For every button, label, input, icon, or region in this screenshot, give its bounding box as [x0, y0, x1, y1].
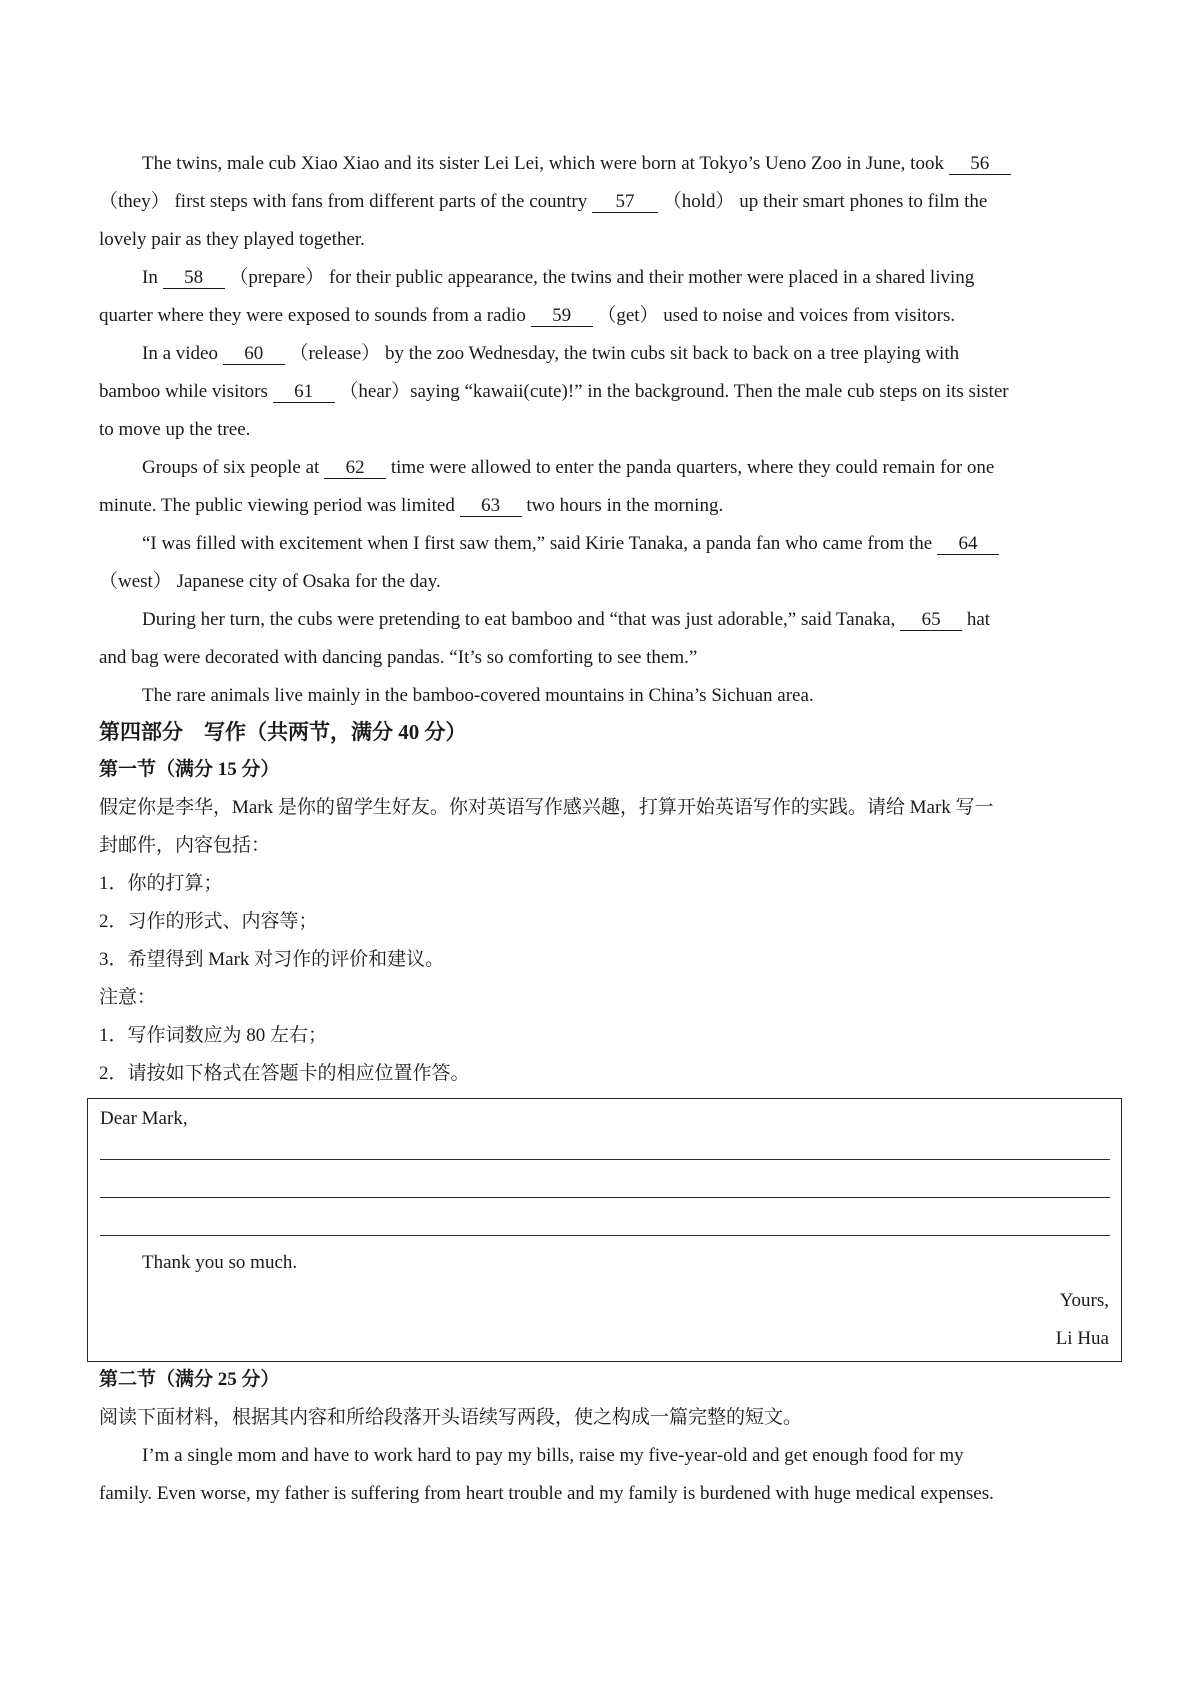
p5-line1: “I was filled with excitement when I first saw them,” said Kirie Tanaka, a panda fan who came from the 64: [142, 532, 999, 556]
blank-64[interactable]: 64: [937, 534, 999, 555]
p3-line3: to move up the tree.: [99, 419, 251, 440]
p2-line2: quarter where they were exposed to sounds from a radio 59 （get） used to noise and voices from visitors.: [99, 305, 956, 326]
section1-item-1: 1．你的打算；: [99, 873, 223, 894]
note-2: 2．请按如下格式在答题卡的相应位置作答。: [99, 1063, 470, 1084]
p6-line1: During her turn, the cubs were pretending to eat bamboo and “that was just adorable,” said Tanaka, 65 hat: [142, 609, 991, 630]
blank-58[interactable]: 58: [163, 268, 225, 289]
p1-line2: （they） first steps with fans from different parts of the country 57 （hold） up their smart phones to film the: [99, 191, 988, 212]
letter-signature: Li Hua: [1055, 1328, 1109, 1349]
blank-56[interactable]: 56: [949, 154, 1011, 175]
p7-line1: The rare animals live mainly in the bamboo-covered mountains in China’s Sichuan area.: [142, 685, 814, 706]
section2-text-line1: I’m a single mom and have to work hard to pay my bills, raise my five-year-old and get enough food for my: [142, 1445, 964, 1466]
section1-prompt-line2: 封邮件，内容包括：: [99, 835, 271, 856]
blank-60[interactable]: 60: [223, 344, 285, 365]
p3-line1: In a video 60 （release） by the zoo Wednesday, the twin cubs sit back to back on a tree playing with: [142, 343, 960, 364]
letter-thanks: Thank you so much.: [142, 1252, 298, 1273]
p2-line1: In 58 （prepare） for their public appearance, the twins and their mother were placed in a shared living: [142, 267, 975, 288]
writing-line-3[interactable]: [100, 1235, 1110, 1236]
p1-line1: The twins, male cub Xiao Xiao and its sister Lei Lei, which were born at Tokyo’s Ueno Zoo in June, took 56: [142, 152, 1011, 176]
letter-answer-box: [87, 1098, 1122, 1362]
section2-text-line2: family. Even worse, my father is suffering from heart trouble and my family is burdened with huge medical expenses.: [99, 1483, 994, 1504]
section1-item-3: 3．希望得到 Mark 对习作的评价和建议。: [99, 949, 445, 970]
p3-line2: bamboo while visitors 61 （hear）saying “kawaii(cute)!” in the background. Then the male cub steps on its sister: [99, 381, 1009, 402]
p6-line2: and bag were decorated with dancing pandas. “It’s so comforting to see them.”: [99, 647, 698, 668]
letter-closing: Yours,: [1059, 1290, 1109, 1311]
p5-line2: （west） Japanese city of Osaka for the day.: [99, 571, 441, 592]
section1-item-2: 2．习作的形式、内容等；: [99, 911, 318, 932]
part4-title: 第四部分 写作（共两节，满分 40 分）: [99, 720, 467, 744]
section2-title: 第二节（满分 25 分）: [99, 1369, 280, 1390]
section1-prompt-line1: 假定你是李华，Mark 是你的留学生好友。你对英语写作感兴趣，打算开始英语写作的实践。请给 Mark 写一: [99, 797, 994, 818]
p1-line3: lovely pair as they played together.: [99, 229, 365, 250]
blank-59[interactable]: 59: [531, 306, 593, 327]
section1-title: 第一节（满分 15 分）: [99, 759, 280, 780]
blank-63[interactable]: 63: [460, 496, 522, 517]
blank-65[interactable]: 65: [900, 610, 962, 631]
letter-greeting: Dear Mark,: [100, 1108, 188, 1129]
p4-line1: Groups of six people at 62 time were allowed to enter the panda quarters, where they could remain for one: [142, 457, 995, 478]
section2-instruction: 阅读下面材料，根据其内容和所给段落开头语续写两段，使之构成一篇完整的短文。: [99, 1407, 803, 1428]
blank-57[interactable]: 57: [592, 192, 658, 213]
writing-line-1[interactable]: [100, 1159, 1110, 1160]
writing-line-2[interactable]: [100, 1197, 1110, 1198]
note-label: 注意：: [99, 987, 157, 1008]
blank-62[interactable]: 62: [324, 458, 386, 479]
note-1: 1．写作词数应为 80 左右；: [99, 1025, 328, 1046]
blank-61[interactable]: 61: [273, 382, 335, 403]
p4-line2: minute. The public viewing period was limited 63 two hours in the morning.: [99, 495, 724, 516]
